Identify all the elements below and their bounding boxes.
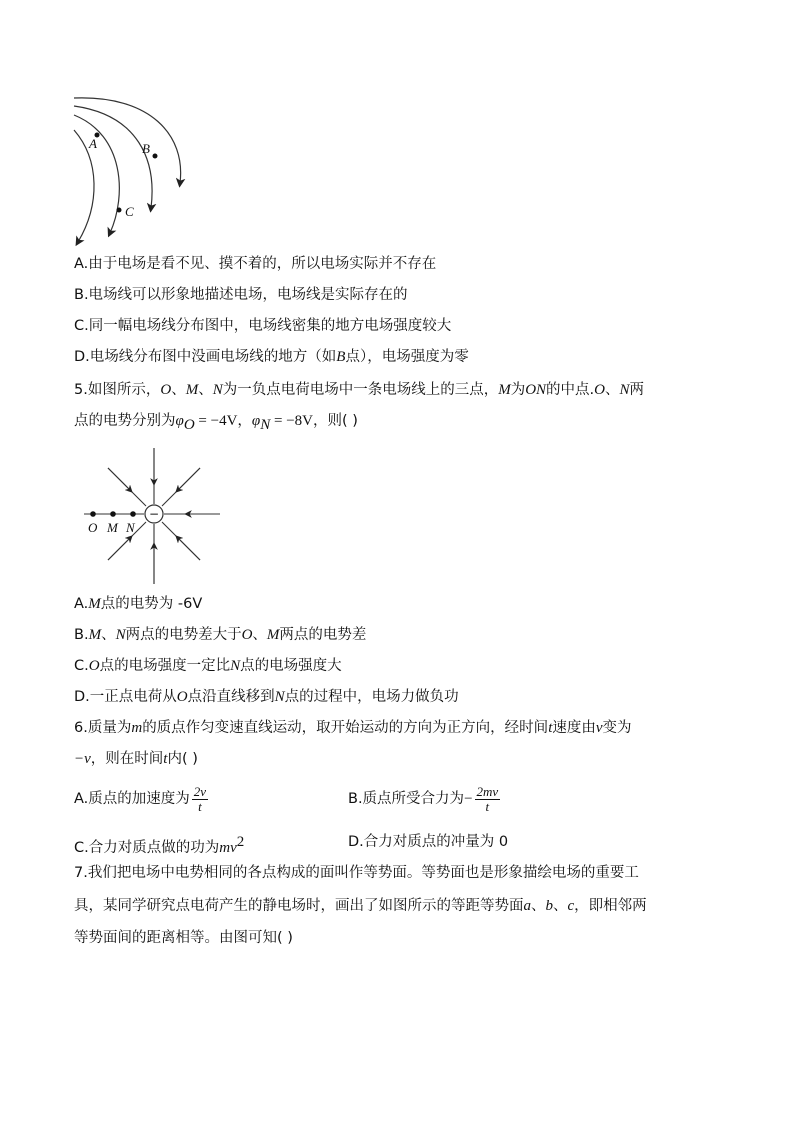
q6-option-c: C.合力对质点做的功为$mv^2$ <box>74 834 245 856</box>
q4-option-b: B.电场线可以形象地描述电场，电场线是实际存在的 <box>74 287 408 303</box>
label-o: O <box>88 520 98 535</box>
q6-option-d: D.合力对质点的冲量为 0 <box>348 834 509 850</box>
fraction-a: $\frac{2v}{t}$ <box>193 783 207 814</box>
q5-option-b: B.M、N两点的电势差大于O、M两点的电势差 <box>74 627 367 643</box>
q5-option-d: D.一正点电荷从O点沿直线移到N点的过程中，电场力做负功 <box>74 689 459 705</box>
point-b <box>153 154 158 159</box>
fraction-b: $\frac{2mv}{t}$ <box>476 783 499 814</box>
point-n <box>130 511 136 517</box>
q5-stem-line1: 5.如图所示，O、M、N为一负点电荷电场中一条电场线上的三点，M为ON的中点.O、N两 <box>74 382 645 398</box>
label-n: N <box>126 520 135 535</box>
q4-option-a: A.由于电场是看不见、摸不着的，所以电场实际并不存在 <box>74 256 437 272</box>
q5-option-c: C.O点的电场强度一定比N点的电场强度大 <box>74 658 342 674</box>
q6-stem-line2: −v，则在时间t内( ) <box>74 751 198 767</box>
q4-option-c: C.同一幅电场线分布图中，电场线密集的地方电场强度较大 <box>74 318 452 334</box>
point-o <box>90 511 96 517</box>
q6-stem-line1: 6.质量为m的质点作匀变速直线运动，取开始运动的方向为正方向，经时间t速度由v变为 <box>74 720 632 736</box>
point-c <box>117 208 122 213</box>
point-charge-figure <box>78 446 228 586</box>
q7-stem-line3: 等势面间的距离相等。由图可知( ) <box>74 930 293 946</box>
q5-stem-line2: 点的电势分别为$\varphi_O = -4V$，$\varphi_N = -8V$，则( ) <box>74 413 358 433</box>
field-lines-figure <box>62 90 192 250</box>
q7-stem-line1: 7.我们把电场中电势相同的各点构成的面叫作等势面。等势面也是形象描绘电场的重要工 <box>74 865 639 881</box>
label-a: A <box>89 136 97 151</box>
label-c: C <box>125 204 134 219</box>
label-m: M <box>107 520 118 535</box>
label-b: B <box>142 141 150 156</box>
q5-option-a: A.M点的电势为 -6V <box>74 596 203 612</box>
q6-option-a: A.质点的加速度为 $\frac{2v}{t}$ <box>74 783 207 814</box>
q4-option-d: D.电场线分布图中没画电场线的地方（如B点），电场强度为零 <box>74 349 469 365</box>
q7-stem-line2: 具，某同学研究点电荷产生的静电场时，画出了如图所示的等距等势面a、b、c，即相邻两 <box>74 898 647 914</box>
q6-option-b: B.质点所受合力为− $\frac{2mv}{t}$ <box>348 783 499 814</box>
charge-sign: − <box>149 507 160 521</box>
point-m <box>110 511 116 517</box>
